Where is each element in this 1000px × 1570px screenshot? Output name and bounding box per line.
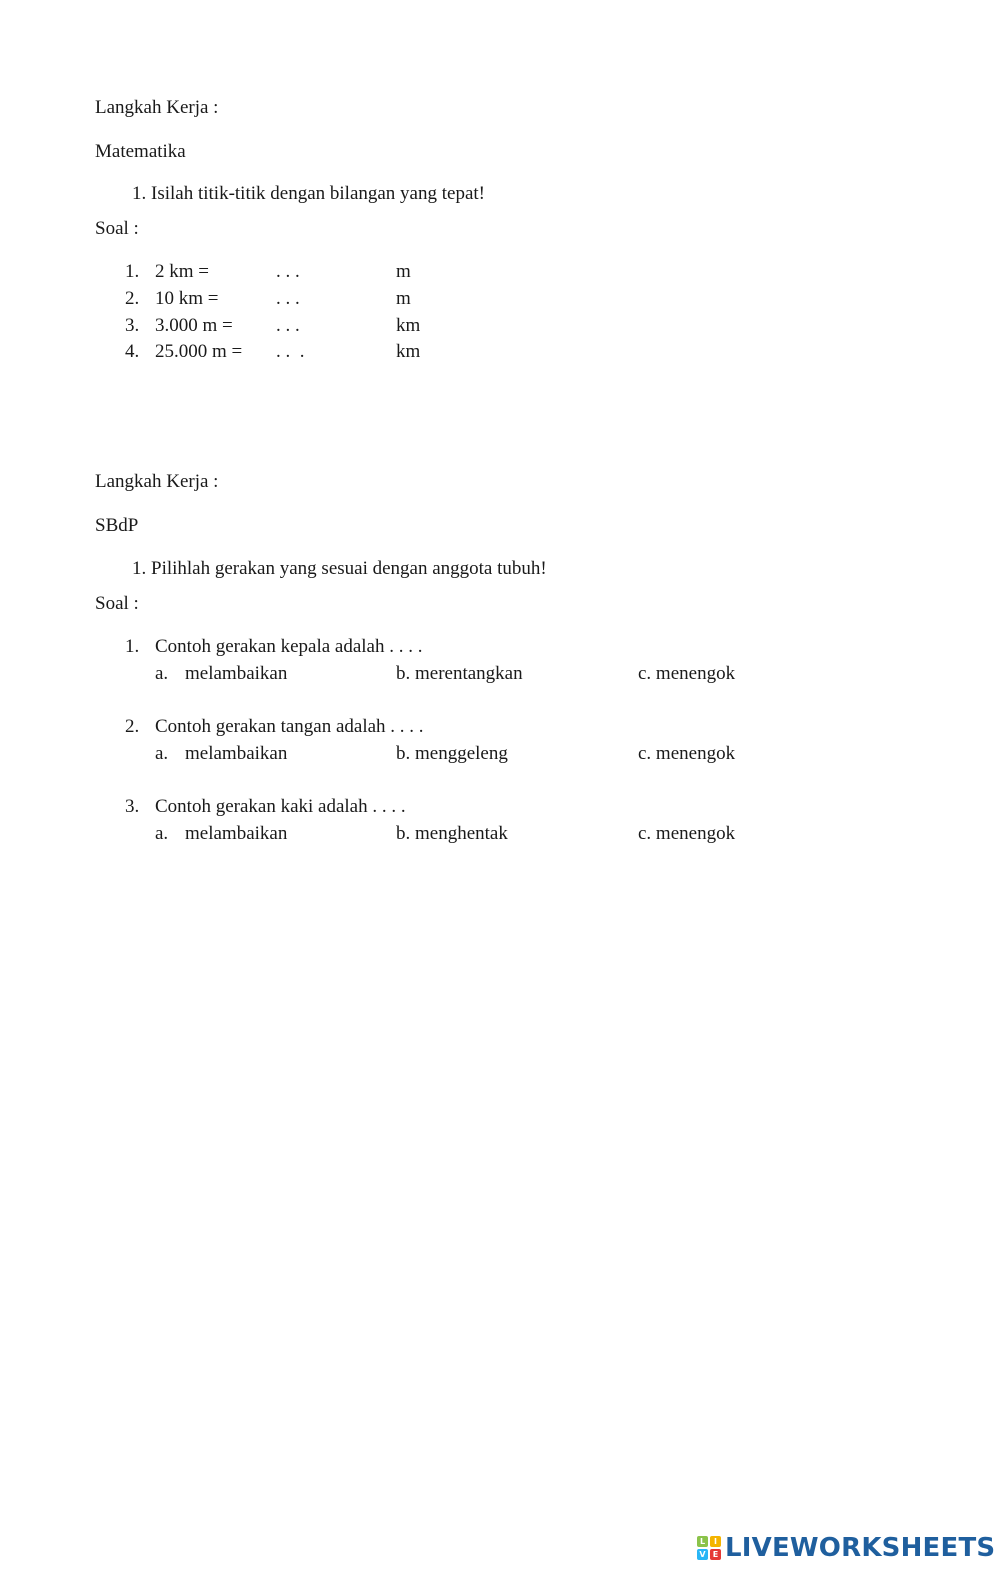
sbdp-soal-label: Soal : (95, 593, 139, 614)
sbdp-q3-option-c[interactable]: c. menengok (638, 823, 736, 844)
logo-block-v: V (697, 1549, 708, 1560)
sbdp-q3-text: Contoh gerakan kaki adalah . . . . (155, 796, 406, 817)
logo-block-l: L (697, 1536, 708, 1547)
math-q2-blank[interactable]: . . . (276, 288, 300, 309)
math-q2-num: 2. (125, 288, 140, 309)
logo-block-i: I (710, 1536, 721, 1547)
sbdp-q1-text: Contoh gerakan kepala adalah . . . . (155, 636, 423, 657)
math-q1-blank[interactable]: . . . (276, 261, 300, 282)
math-q1-expr: 2 km = (155, 261, 209, 282)
math-heading: Langkah Kerja : (95, 97, 219, 118)
sbdp-q2-text: Contoh gerakan tangan adalah . . . . (155, 716, 424, 737)
logo-blocks-icon (697, 1536, 721, 1560)
sbdp-subject: SBdP (95, 515, 139, 536)
sbdp-q1-num: 1. (125, 636, 140, 657)
math-soal-label: Soal : (95, 218, 139, 239)
math-subject: Matematika (95, 141, 186, 162)
sbdp-q2-option-c[interactable]: c. menengok (638, 743, 736, 764)
sbdp-q1-option-c[interactable]: c. menengok (638, 663, 736, 684)
sbdp-q3-option-a[interactable]: melambaikan (185, 823, 288, 844)
sbdp-heading: Langkah Kerja : (95, 471, 219, 492)
sbdp-q3-option-a-letter[interactable]: a. (155, 823, 169, 844)
math-q4-blank[interactable]: . . . (276, 341, 305, 362)
math-q4-expr: 25.000 m = (155, 341, 243, 362)
sbdp-q2-num: 2. (125, 716, 140, 737)
sbdp-q2-option-b[interactable]: b. menggeleng (396, 743, 508, 764)
math-q2-unit: m (396, 288, 411, 309)
sbdp-q1-option-a[interactable]: melambaikan (185, 663, 288, 684)
sbdp-q2-option-a[interactable]: melambaikan (185, 743, 288, 764)
math-instruction: 1. Isilah titik-titik dengan bilangan yang tepat! (132, 183, 485, 204)
sbdp-q3-option-b[interactable]: b. menghentak (396, 823, 508, 844)
sbdp-q1-option-a-letter[interactable]: a. (155, 663, 169, 684)
logo-text: LIVEWORKSHEETS (725, 1533, 996, 1563)
math-q3-expr: 3.000 m = (155, 315, 233, 336)
sbdp-q2-option-a-letter[interactable]: a. (155, 743, 169, 764)
math-q2-expr: 10 km = (155, 288, 219, 309)
math-q1-num: 1. (125, 261, 140, 282)
math-q3-unit: km (396, 315, 421, 336)
math-q3-blank[interactable]: . . . (276, 315, 300, 336)
math-q3-num: 3. (125, 315, 140, 336)
liveworksheets-logo[interactable] (697, 1535, 995, 1561)
sbdp-q1-option-b[interactable]: b. merentangkan (396, 663, 523, 684)
sbdp-q3-num: 3. (125, 796, 140, 817)
math-q4-unit: km (396, 341, 421, 362)
logo-block-e: E (710, 1549, 721, 1560)
math-q4-num: 4. (125, 341, 140, 362)
math-q1-unit: m (396, 261, 411, 282)
sbdp-instruction: 1. Pilihlah gerakan yang sesuai dengan anggota tubuh! (132, 558, 547, 579)
